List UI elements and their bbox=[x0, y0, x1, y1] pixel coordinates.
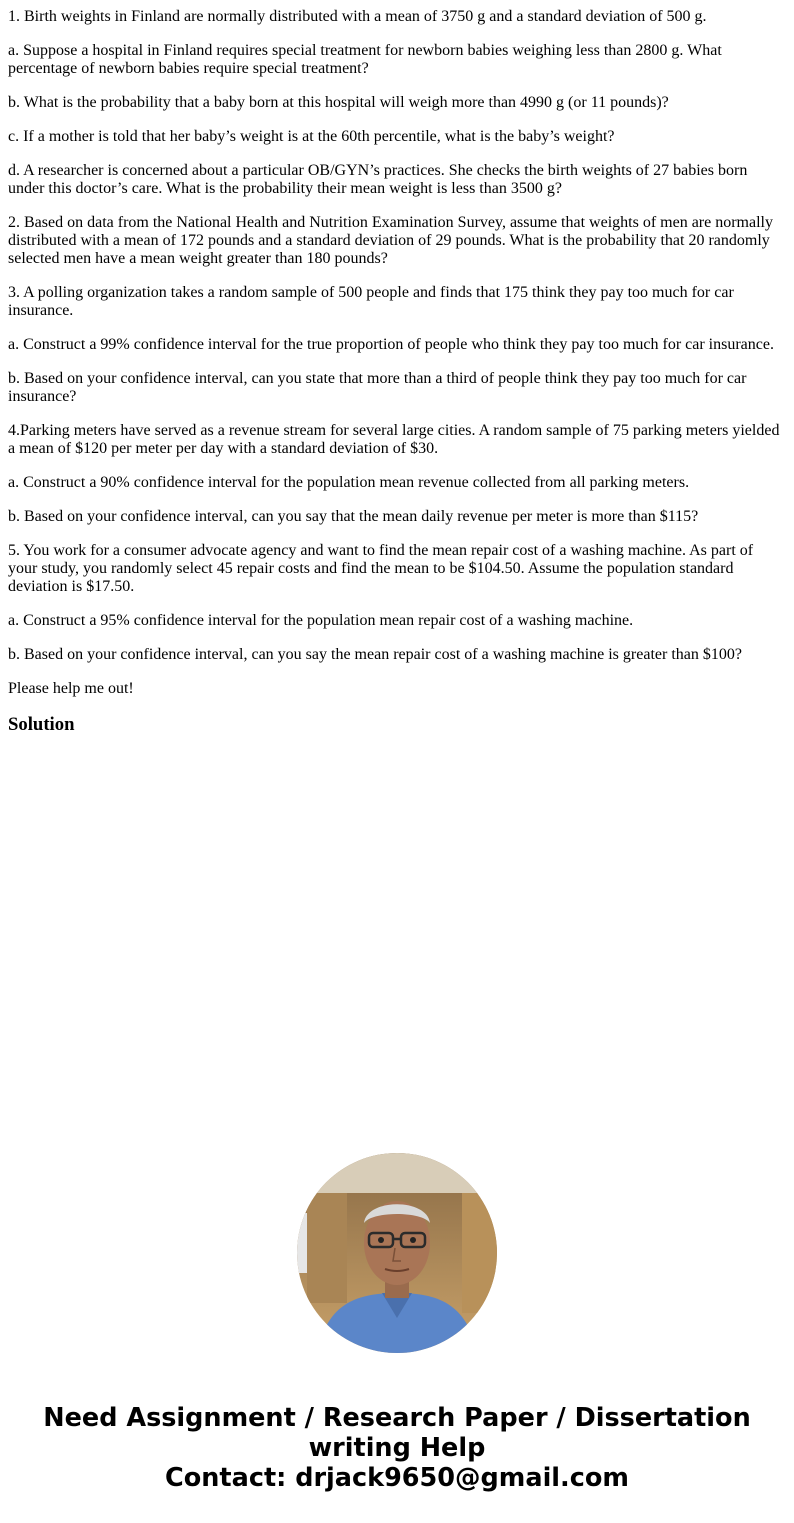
question-paragraph: c. If a mother is told that her baby’s weight is at the 60th percentile, what is the baby’s weight? bbox=[8, 128, 615, 145]
footer-contact: Contact: drjack9650@gmail.com bbox=[165, 1463, 629, 1493]
solution-heading: Solution bbox=[8, 714, 75, 735]
question-paragraph: 5. You work for a consumer advocate agency and want to find the mean repair cost of a washing machine. As part of your study, you randomly select 45 repair costs and find the mean to be $104.50. Assume the population standard deviation is $17.50. bbox=[8, 542, 754, 595]
footer-line: Need Assignment / Research Paper / Dissertation bbox=[43, 1403, 751, 1433]
question-paragraph: b. Based on your confidence interval, can you state that more than a third of people think they pay too much for car insurance? bbox=[8, 370, 747, 405]
author-portrait-icon bbox=[297, 1153, 497, 1353]
author-avatar bbox=[297, 1153, 497, 1353]
question-paragraph: 2. Based on data from the National Health and Nutrition Examination Survey, assume that weights of men are normally distributed with a mean of 172 pounds and a standard deviation of 29 pounds. What is the probability that 20 randomly selected men have a mean weight greater than 180 pounds? bbox=[8, 214, 773, 267]
question-paragraph: d. A researcher is concerned about a particular OB/GYN’s practices. She checks the birth weights of 27 babies born under this doctor’s care. What is the probability their mean weight is less than 3500 g? bbox=[8, 162, 748, 197]
question-paragraph: a. Construct a 95% confidence interval for the population mean repair cost of a washing machine. bbox=[8, 612, 634, 629]
question-paragraph: a. Construct a 99% confidence interval for the true proportion of people who think they pay too much for car insurance. bbox=[8, 336, 774, 353]
question-paragraph: 1. Birth weights in Finland are normally distributed with a mean of 3750 g and a standard deviation of 500 g. bbox=[8, 8, 707, 25]
question-paragraph: a. Construct a 90% confidence interval for the population mean revenue collected from all parking meters. bbox=[8, 474, 690, 491]
question-paragraph: 4.Parking meters have served as a revenue stream for several large cities. A random sample of 75 parking meters yielded a mean of $120 per meter per day with a standard deviation of $30. bbox=[8, 422, 780, 457]
question-paragraph: Please help me out! bbox=[8, 680, 134, 697]
question-paragraph: 3. A polling organization takes a random sample of 500 people and finds that 175 think they pay too much for car insurance. bbox=[8, 284, 734, 319]
question-paragraph: b. Based on your confidence interval, can you say that the mean daily revenue per meter is more than $115? bbox=[8, 508, 699, 525]
question-paragraph: b. Based on your confidence interval, can you say the mean repair cost of a washing machine is greater than $100? bbox=[8, 646, 742, 663]
question-paragraph: a. Suppose a hospital in Finland requires special treatment for newborn babies weighing less than 2800 g. What percentage of newborn babies require special treatment? bbox=[8, 42, 722, 77]
footer-line: writing Help bbox=[308, 1433, 486, 1463]
question-content bbox=[8, 8, 786, 736]
question-paragraph: b. What is the probability that a baby born at this hospital will weigh more than 4990 g (or 11 pounds)? bbox=[8, 94, 669, 111]
footer-banner bbox=[0, 1403, 794, 1493]
